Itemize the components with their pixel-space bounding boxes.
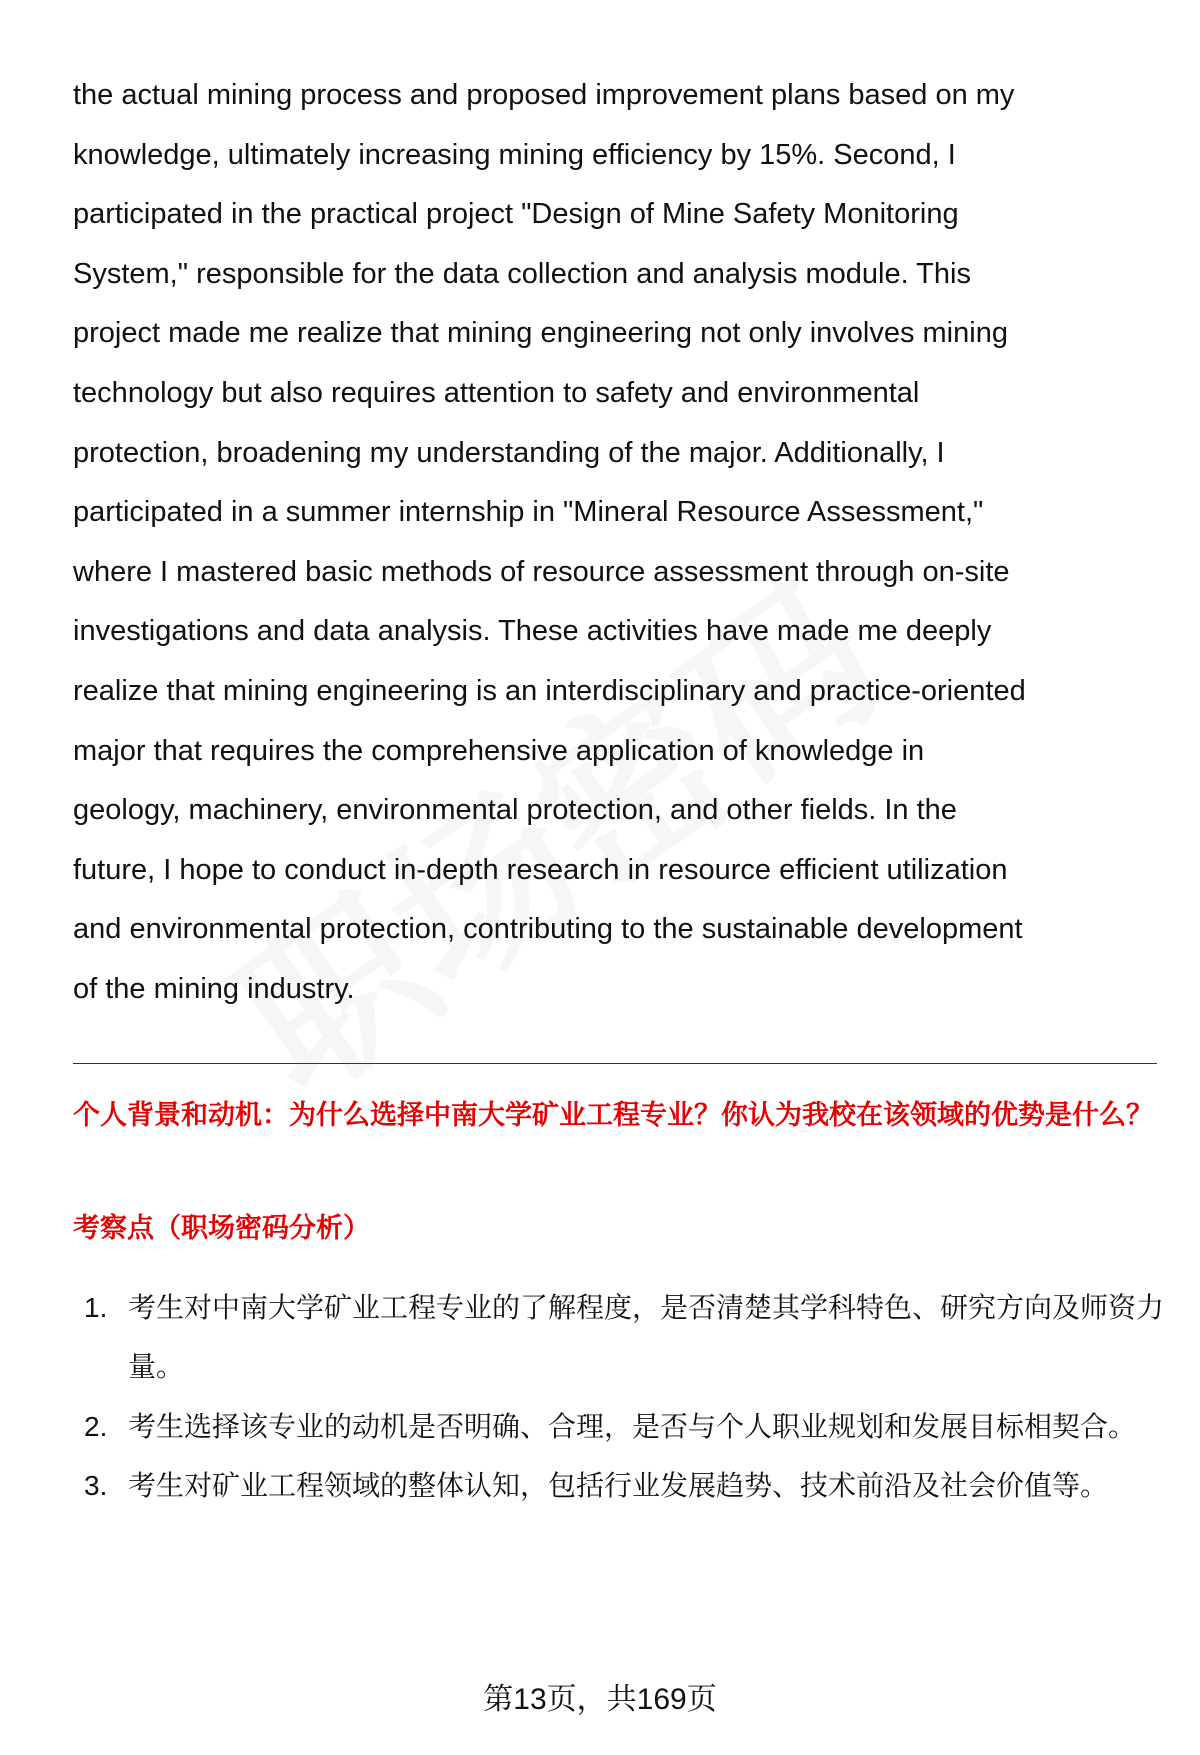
text-line: technology but also requires attention to safety and environmental — [73, 376, 920, 409]
text-line: and environmental protection, contributing to the sustainable development — [73, 913, 1023, 946]
text-line: major that requires the comprehensive application of knowledge in — [73, 734, 925, 767]
text-line: project made me realize that mining engineering not only involves mining — [73, 317, 1008, 350]
points-list — [84, 1278, 1164, 1515]
text-line: where I mastered basic methods of resource assessment through on-site — [73, 555, 1010, 588]
section-divider — [73, 1063, 1157, 1064]
text-line: future, I hope to conduct in-depth research in resource efficient utilization — [73, 853, 1008, 886]
analysis-subheading: 考察点（职场密码分析） — [73, 1213, 370, 1243]
text-line: geology, machinery, environmental protection, and other fields. In the — [73, 794, 957, 827]
item-number: 2. — [84, 1410, 108, 1442]
text-line: investigations and data analysis. These activities have made me deeply — [73, 615, 992, 648]
text-line: of the mining industry. — [73, 972, 355, 1005]
item-number: 3. — [84, 1469, 108, 1501]
text-line: the actual mining process and proposed improvement plans based on my — [73, 79, 1015, 111]
list-item — [84, 1397, 1164, 1456]
item-text: 考生对中南大学矿业工程专业的了解程度，是否清楚其学科特色、研究方向及师资力量。 — [128, 1292, 1165, 1383]
body-paragraph — [73, 66, 1163, 1020]
text-line: realize that mining engineering is an interdisciplinary and practice-oriented — [73, 674, 1026, 707]
page-number: 第13页，共169页 — [483, 1683, 717, 1716]
list-item — [84, 1278, 1164, 1397]
text-line: System," responsible for the data collection and analysis module. This — [73, 257, 971, 290]
item-number: 1. — [84, 1292, 108, 1323]
list-item — [84, 1456, 1164, 1515]
text-line: participated in a summer internship in "Mineral Resource Assessment," — [73, 496, 984, 529]
question-heading: 个人背景和动机：为什么选择中南大学矿业工程专业？你认为我校在该领域的优势是什么？ — [73, 1100, 1153, 1130]
item-text: 考生选择该专业的动机是否明确、合理，是否与个人职业规划和发展目标相契合。 — [128, 1410, 1137, 1442]
text-line: participated in the practical project "Design of Mine Safety Monitoring — [73, 198, 959, 231]
text-line: protection, broadening my understanding of the major. Additionally, I — [73, 436, 945, 469]
item-text: 考生对矿业工程领域的整体认知，包括行业发展趋势、技术前沿及社会价值等。 — [128, 1469, 1109, 1501]
text-line: knowledge, ultimately increasing mining efficiency by 15%. Second, I — [73, 138, 956, 171]
